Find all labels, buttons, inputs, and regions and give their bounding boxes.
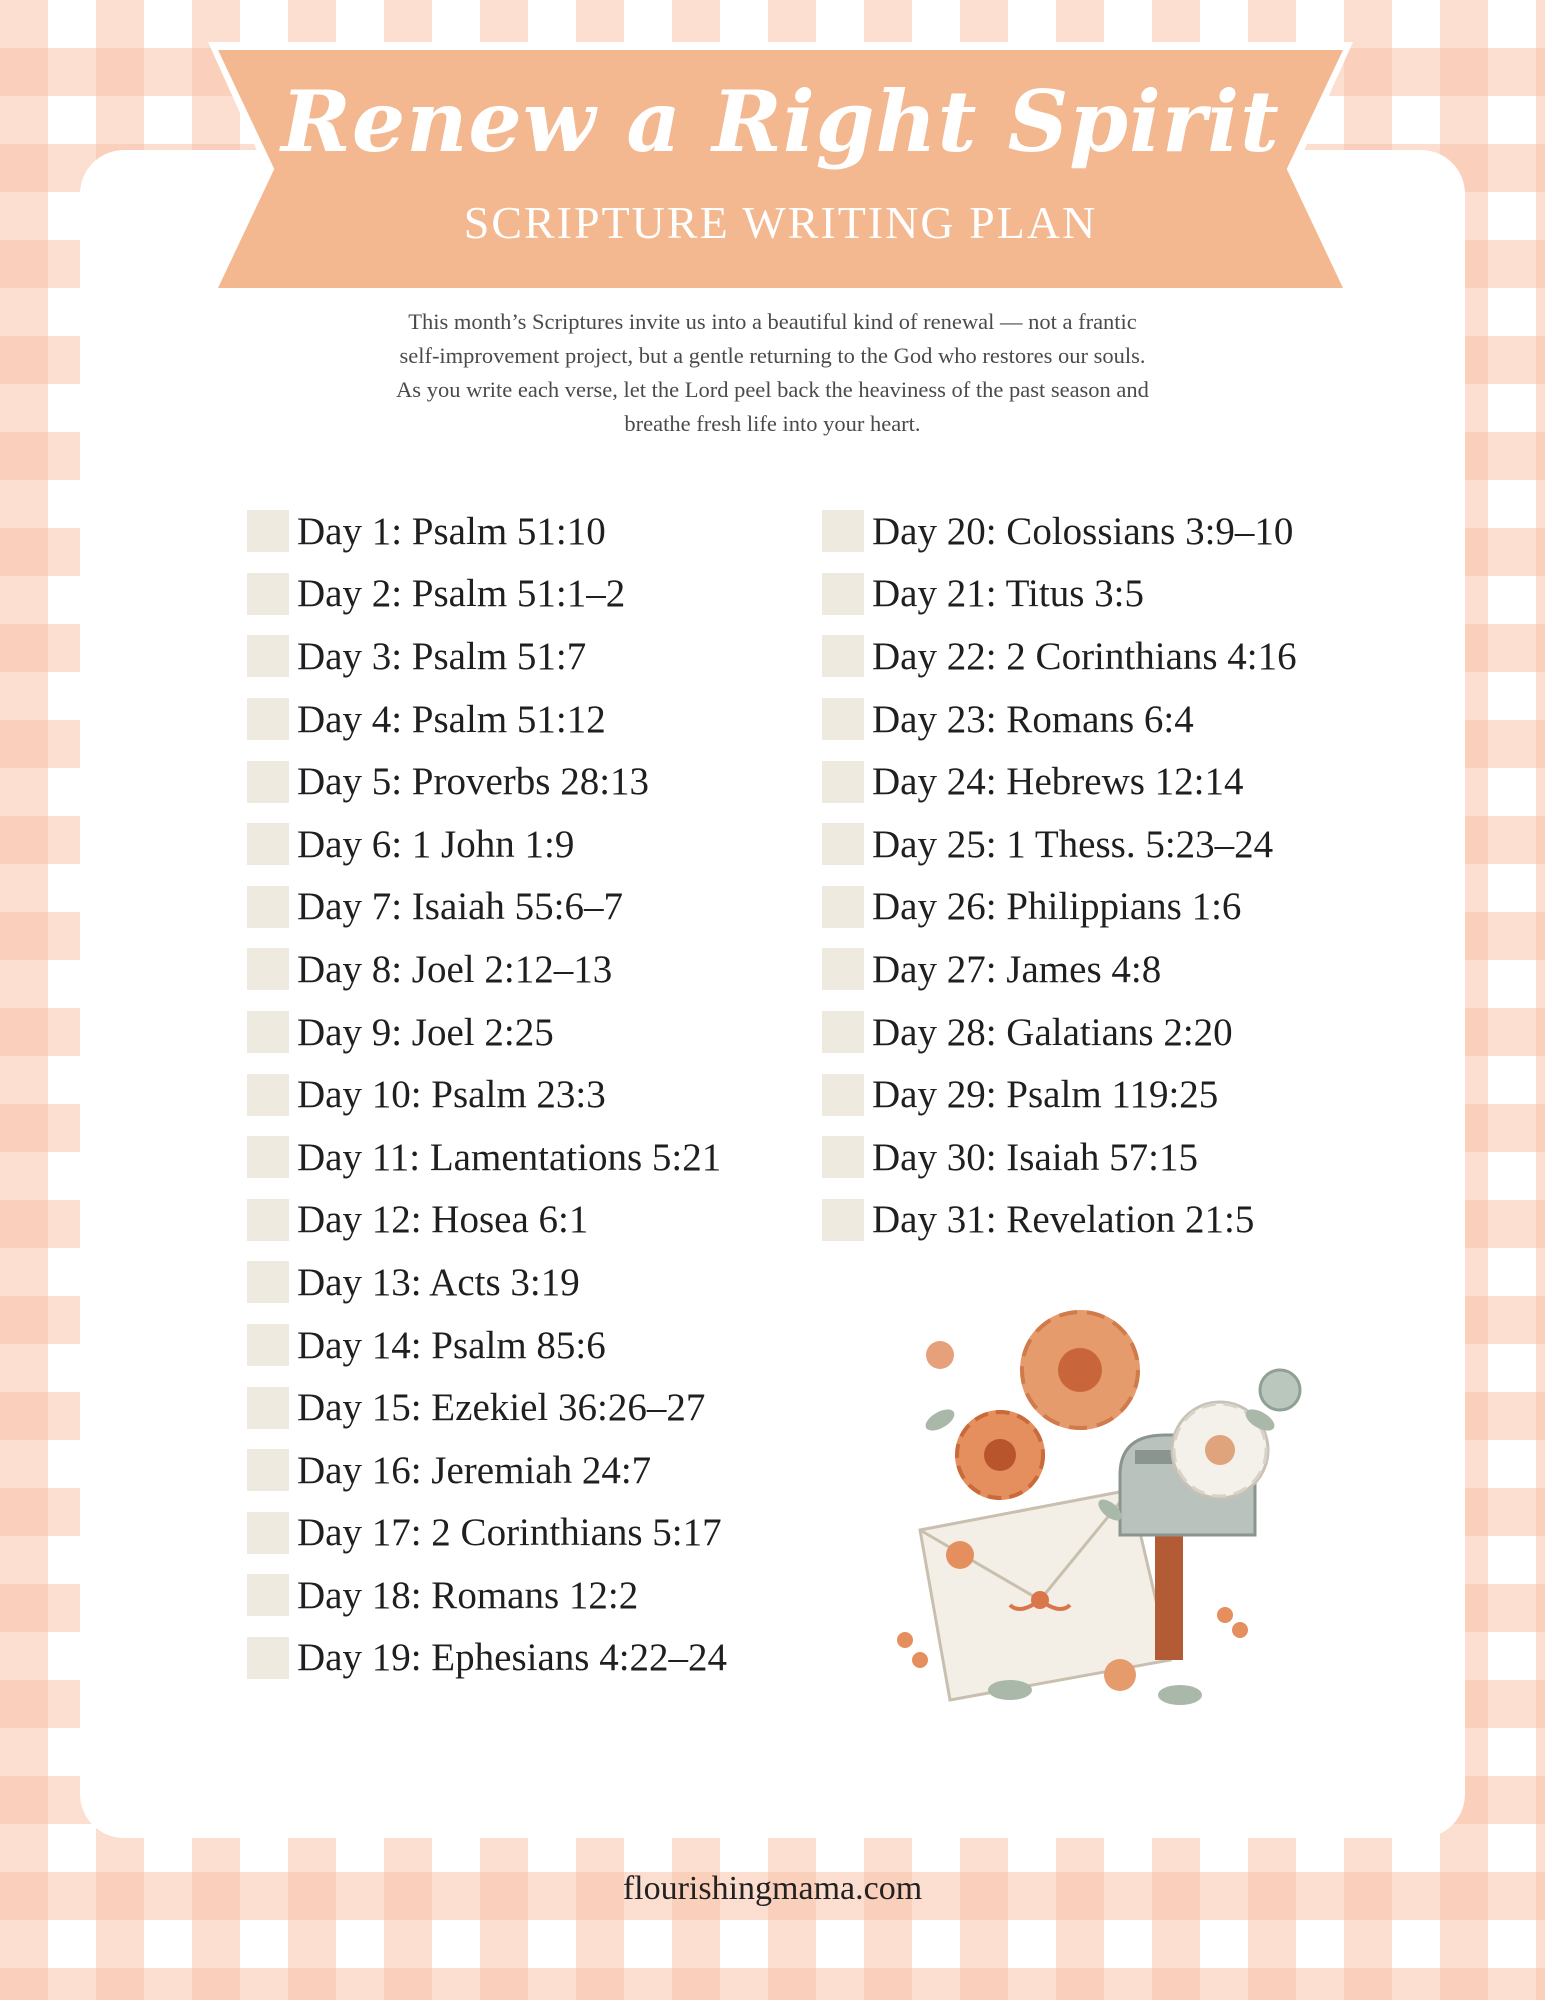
page-subtitle: SCRIPTURE WRITING PLAN [463,197,1098,248]
plan-item [247,750,727,813]
plan-item [247,625,727,688]
plan-item-label: Day 23: Romans 6:4 [872,697,1194,741]
checkbox[interactable] [247,886,289,928]
checkbox[interactable] [822,698,864,740]
checkbox[interactable] [822,573,864,615]
plan-item-label: Day 15: Ezekiel 36:26–27 [297,1386,706,1430]
plan-item-label: Day 17: 2 Corinthians 5:17 [297,1511,722,1555]
plan-item [822,1189,1297,1252]
plan-item-label: Day 7: Isaiah 55:6–7 [297,885,624,929]
checkbox[interactable] [822,761,864,803]
intro-line: This month’s Scriptures invite us into a beautiful kind of renewal — not a frantic [408,309,1137,334]
checkbox[interactable] [247,1512,289,1554]
checkbox[interactable] [822,1199,864,1241]
plan-item-label: Day 5: Proverbs 28:13 [297,760,650,804]
checkbox[interactable] [822,1011,864,1053]
plan-item [247,1063,727,1126]
intro-paragraph [270,305,1275,441]
plan-item-label: Day 9: Joel 2:25 [297,1010,554,1054]
plan-item [247,1564,727,1627]
plan-item-label: Day 27: James 4:8 [872,947,1162,991]
plan-item [822,938,1297,1001]
checkbox[interactable] [247,1011,289,1053]
plan-item [822,500,1297,563]
page-title: Renew a Right Spirit [281,72,1280,171]
plan-item [247,1376,727,1439]
plan-list-right [822,500,1297,1251]
plan-item-label: Day 29: Psalm 119:25 [872,1073,1219,1117]
plan-item-label: Day 6: 1 John 1:9 [297,822,575,866]
plan-item [247,1251,727,1314]
checkbox[interactable] [822,510,864,552]
checkbox[interactable] [247,1261,289,1303]
plan-item [247,876,727,939]
checkbox[interactable] [247,510,289,552]
plan-item [822,1126,1297,1189]
plan-item [247,1439,727,1502]
checkbox[interactable] [247,1387,289,1429]
plan-item-label: Day 11: Lamentations 5:21 [297,1135,722,1179]
checkbox[interactable] [247,1574,289,1616]
plan-item [822,1001,1297,1064]
plan-item-label: Day 2: Psalm 51:1–2 [297,572,626,616]
plan-item [822,563,1297,626]
plan-item [822,1063,1297,1126]
flowers-mailbox-illustration [880,1300,1330,1730]
plan-item [247,813,727,876]
plan-item [822,876,1297,939]
plan-item-label: Day 13: Acts 3:19 [297,1260,580,1304]
checkbox[interactable] [247,698,289,740]
plan-item [247,1126,727,1189]
checkbox[interactable] [247,761,289,803]
plan-item-label: Day 19: Ephesians 4:22–24 [297,1636,728,1680]
plan-item [247,1502,727,1565]
plan-item [822,750,1297,813]
checkbox[interactable] [247,823,289,865]
checkbox[interactable] [822,886,864,928]
plan-item-label: Day 12: Hosea 6:1 [297,1198,589,1242]
plan-item [247,563,727,626]
checkbox[interactable] [247,635,289,677]
plan-item-label: Day 25: 1 Thess. 5:23–24 [872,822,1274,866]
plan-item-label: Day 4: Psalm 51:12 [297,697,606,741]
plan-item-label: Day 20: Colossians 3:9–10 [872,509,1294,553]
plan-item-label: Day 21: Titus 3:5 [872,572,1144,616]
intro-line: As you write each verse, let the Lord peel back the heaviness of the past season and [396,377,1149,402]
checkbox[interactable] [247,1449,289,1491]
plan-item [247,1314,727,1377]
plan-item-label: Day 14: Psalm 85:6 [297,1323,606,1367]
checkbox[interactable] [822,1074,864,1116]
plan-list-left [247,500,727,1689]
plan-item [247,688,727,751]
checkbox[interactable] [247,1074,289,1116]
plan-item-label: Day 10: Psalm 23:3 [297,1073,606,1117]
intro-line: breathe fresh life into your heart. [624,411,921,436]
plan-item-label: Day 16: Jeremiah 24:7 [297,1448,652,1492]
checkbox[interactable] [247,948,289,990]
plan-item-label: Day 31: Revelation 21:5 [872,1198,1255,1242]
plan-item-label: Day 30: Isaiah 57:15 [872,1135,1199,1179]
plan-item-label: Day 1: Psalm 51:10 [297,509,606,553]
checkbox[interactable] [822,823,864,865]
plan-item [247,938,727,1001]
plan-item [247,1001,727,1064]
plan-item [822,625,1297,688]
checkbox[interactable] [247,1637,289,1679]
checkbox[interactable] [822,635,864,677]
plan-item [822,688,1297,751]
plan-item-label: Day 28: Galatians 2:20 [872,1010,1233,1054]
website-url: flourishingmama.com [622,1870,923,1907]
intro-line: self-improvement project, but a gentle returning to the God who restores our souls. [399,343,1146,368]
checkbox[interactable] [822,1136,864,1178]
plan-item-label: Day 26: Philippians 1:6 [872,885,1242,929]
plan-item [247,1189,727,1252]
plan-item-label: Day 22: 2 Corinthians 4:16 [872,634,1297,678]
checkbox[interactable] [247,1199,289,1241]
plan-item-label: Day 24: Hebrews 12:14 [872,760,1244,804]
checkbox[interactable] [247,1136,289,1178]
plan-item [247,1627,727,1690]
plan-item [822,813,1297,876]
checkbox[interactable] [247,1324,289,1366]
plan-item-label: Day 18: Romans 12:2 [297,1573,639,1617]
plan-item-label: Day 8: Joel 2:12–13 [297,947,613,991]
plan-item-label: Day 3: Psalm 51:7 [297,634,587,678]
checkbox[interactable] [247,573,289,615]
plan-item [247,500,727,563]
checkbox[interactable] [822,948,864,990]
